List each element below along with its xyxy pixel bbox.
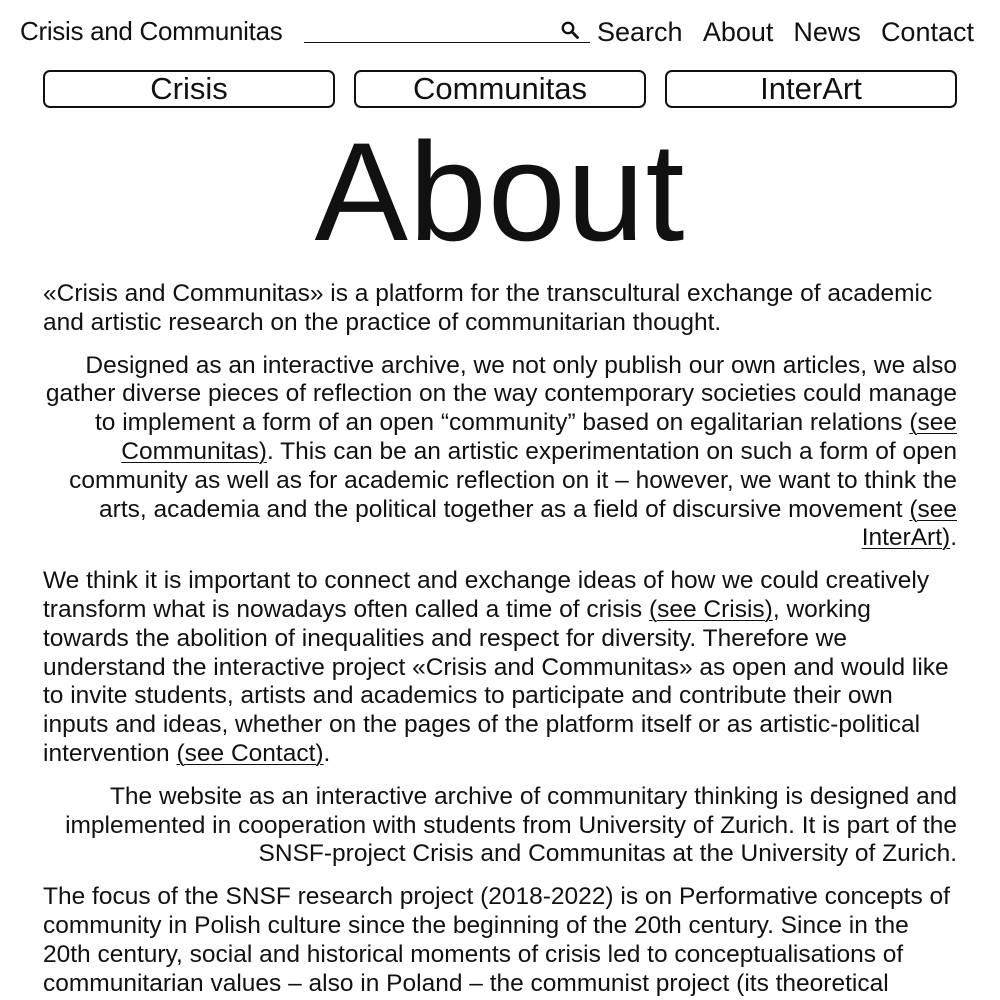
site-header <box>20 14 974 52</box>
site-title-link[interactable]: Crisis and Communitas <box>20 16 283 46</box>
about-content <box>43 280 957 1000</box>
archive-text-b: . This can be an artistic experimentation on such a form of open community as well as for academic reflection on it – however, we want to think the arts, academia and the political together as a field of discursive movement <box>69 437 957 523</box>
nav-contact-link[interactable]: Contact <box>880 17 974 47</box>
search-button[interactable]: Search <box>597 17 683 47</box>
exchange-text-c: . <box>323 739 331 767</box>
intro-paragraph: «Crisis and Communitas» is a platform for the transcultural exchange of academic and artistic research on the practice of communitarian thought. <box>43 280 933 336</box>
tab-communitas[interactable]: Communitas <box>354 70 646 108</box>
exchange-paragraph <box>43 567 957 769</box>
website-paragraph: The website as an interactive archive of communitary thinking is designed and implemented in cooperation with students from University of Zurich. It is part of the SNSF-project Crisis and Communitas at the University of Zurich. <box>65 782 957 868</box>
category-tabs <box>43 70 957 108</box>
search-input[interactable] <box>304 20 590 43</box>
search-bar <box>304 14 683 50</box>
archive-text-a: Designed as an interactive archive, we not only publish our own articles, we also gather diverse pieces of reflection on the way contemporary societies could manage to implement a form of an open “community” based on egalitarian relations <box>45 351 957 437</box>
see-communitas-link[interactable]: (see Communitas) <box>121 409 957 465</box>
tab-interart[interactable]: InterArt <box>665 70 957 108</box>
archive-text-c: . <box>950 524 957 552</box>
top-nav <box>703 17 974 48</box>
exchange-text-a: We think it is important to connect and exchange ideas of how we could creatively transform what is nowadays often called a time of crisis <box>43 567 930 623</box>
search-icon[interactable] <box>560 20 582 42</box>
archive-paragraph <box>43 352 957 554</box>
page-title: About <box>314 113 686 270</box>
tab-crisis[interactable]: Crisis <box>43 70 335 108</box>
nav-news-link[interactable]: News <box>793 17 861 47</box>
see-interart-link[interactable]: (see InterArt) <box>861 495 957 552</box>
see-contact-link[interactable]: (see Contact) <box>176 739 324 767</box>
project-focus-paragraph: The focus of the SNSF research project (2018-2022) is on Performative concepts of community in Polish culture since the beginning of the 20th century. Since in the 20th century, social and historical moments of crisis led to conceptualisations of communitarian values – also in Poland – the communist project (its theoretical <box>43 883 950 997</box>
nav-about-link[interactable]: About <box>702 17 774 47</box>
see-crisis-link[interactable]: (see Crisis) <box>648 595 773 623</box>
exchange-text-b: , working towards the abolition of inequalities and respect for diversity. Therefore we understand the interactive project «Crisis and Communitas» as open and would like to invite students, artists and academics to participate and contribute their own inputs and ideas, whether on the pages of the platform itself or as artistic-political intervention <box>43 595 949 767</box>
